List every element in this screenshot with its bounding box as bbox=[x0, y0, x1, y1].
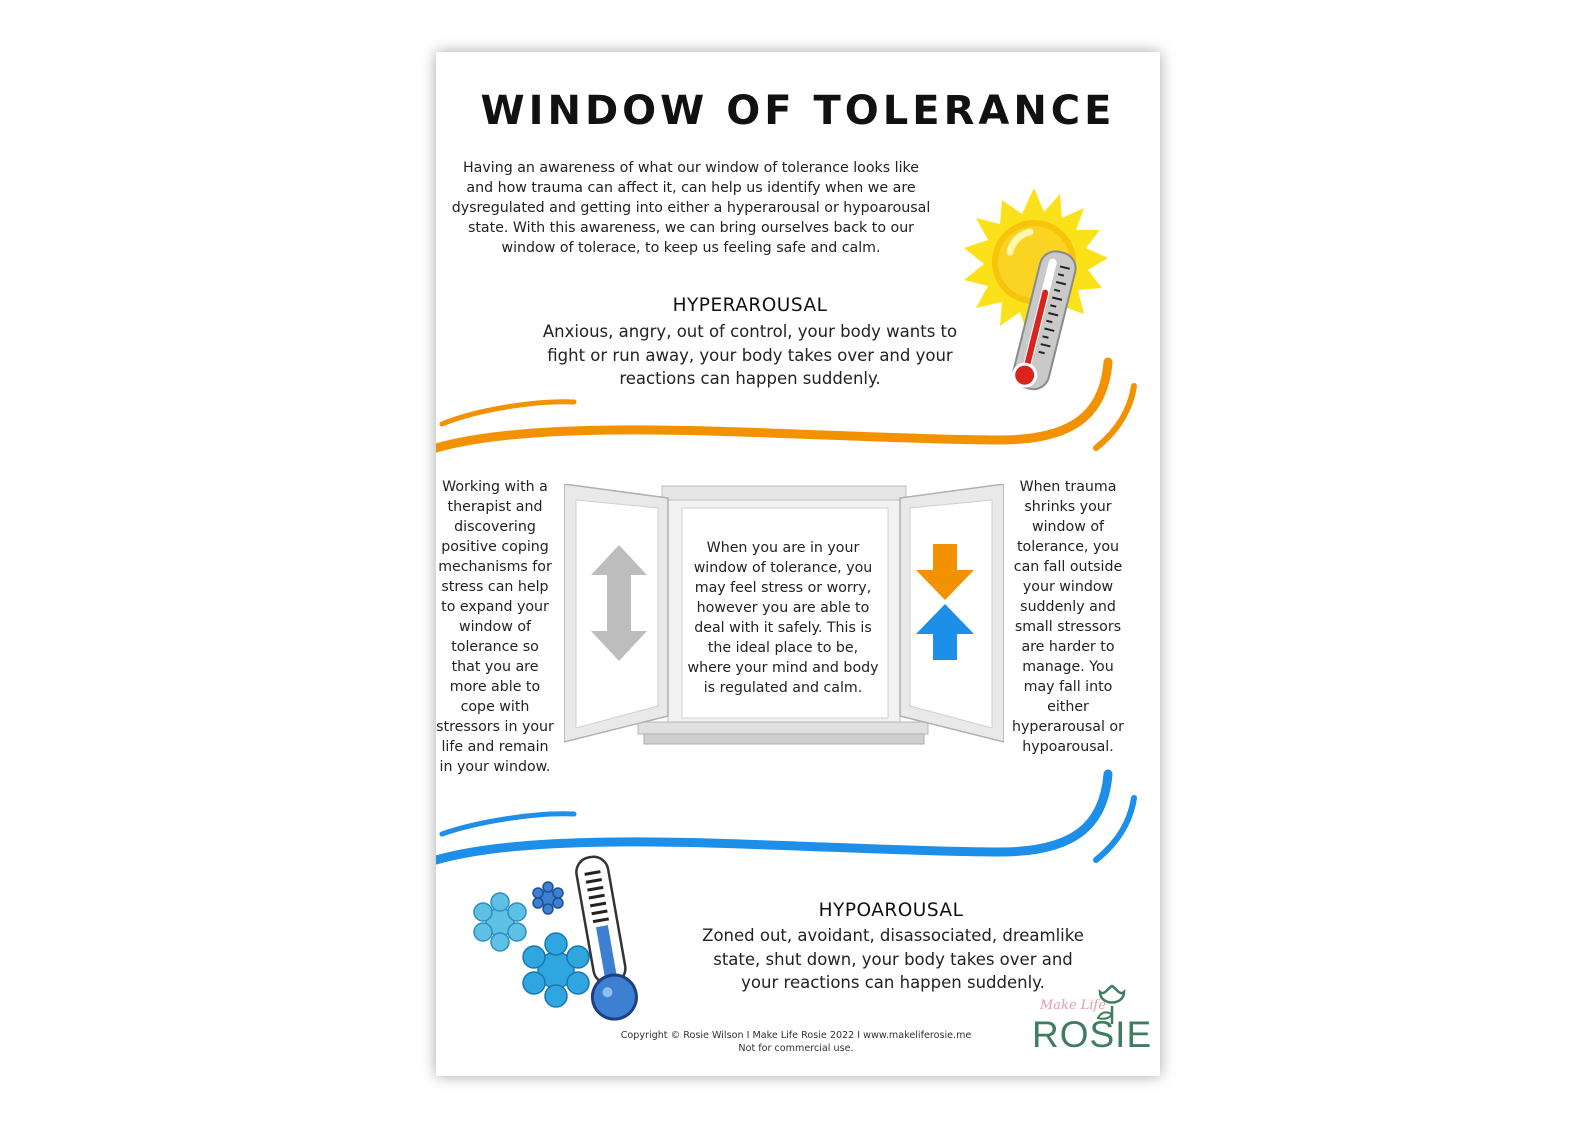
snowflake-icon bbox=[466, 852, 656, 1032]
orange-swoosh bbox=[436, 352, 1160, 462]
copyright-line: Copyright © Rosie Wilson I Make Life Rosie 2022 I www.makeliferosie.me bbox=[620, 1030, 972, 1041]
hypoarousal-text: Zoned out, avoidant, disassociated, dreamlike state, shut down, your body takes over and your reactions can happen suddenly. bbox=[702, 926, 1084, 992]
logo-wordmark: ROSIE bbox=[1032, 1014, 1153, 1055]
hyperarousal-text: Anxious, angry, out of control, your body wants to fight or run away, your body takes over and your reactions can happen suddenly. bbox=[542, 322, 958, 388]
window-of-tolerance-text: When you are in your window of tolerance, you may feel stress or worry, however you are able to deal with it safely. This is the ideal place to be, where your mind and body is regulated and calm. bbox=[687, 540, 879, 696]
brand-logo bbox=[1032, 984, 1152, 1056]
license-line: Not for commercial use. bbox=[738, 1043, 854, 1054]
hyperarousal-heading: HYPERAROUSAL bbox=[672, 295, 828, 316]
page-title: WINDOW OF TOLERANCE bbox=[480, 88, 1116, 134]
down-arrow-icon bbox=[916, 544, 974, 600]
double-arrow-icon bbox=[591, 545, 647, 661]
trauma-shrinks-text: When trauma shrinks your window of tolerance, you can fall outside your window suddenly and small stressors are harder to manage. You may fall into either hyperarousal or hypoarousal. bbox=[1012, 479, 1124, 755]
hypoarousal-heading: HYPOAROUSAL bbox=[818, 900, 964, 921]
up-arrow-icon bbox=[916, 604, 974, 660]
expand-window-text: Working with a therapist and discovering positive coping mechanisms for stress can help to expand your window of tolerance so that you are more able to cope with stressors in your life and remain in your window. bbox=[436, 479, 554, 775]
worksheet-page bbox=[436, 52, 1160, 1076]
cold-thermometer-icon bbox=[568, 853, 640, 1022]
logo-script-text: Make Life bbox=[1040, 998, 1107, 1013]
intro-paragraph: Having an awareness of what our window of tolerance looks like and how trauma can affect it, can help us identify when we are dysregulated and getting into either a hyperarousal or hypoarousal state. With this awareness, we can bring ourselves back to our window of tolerace, to keep us feeling safe and calm. bbox=[451, 160, 931, 256]
copyright-notice bbox=[606, 1029, 986, 1055]
